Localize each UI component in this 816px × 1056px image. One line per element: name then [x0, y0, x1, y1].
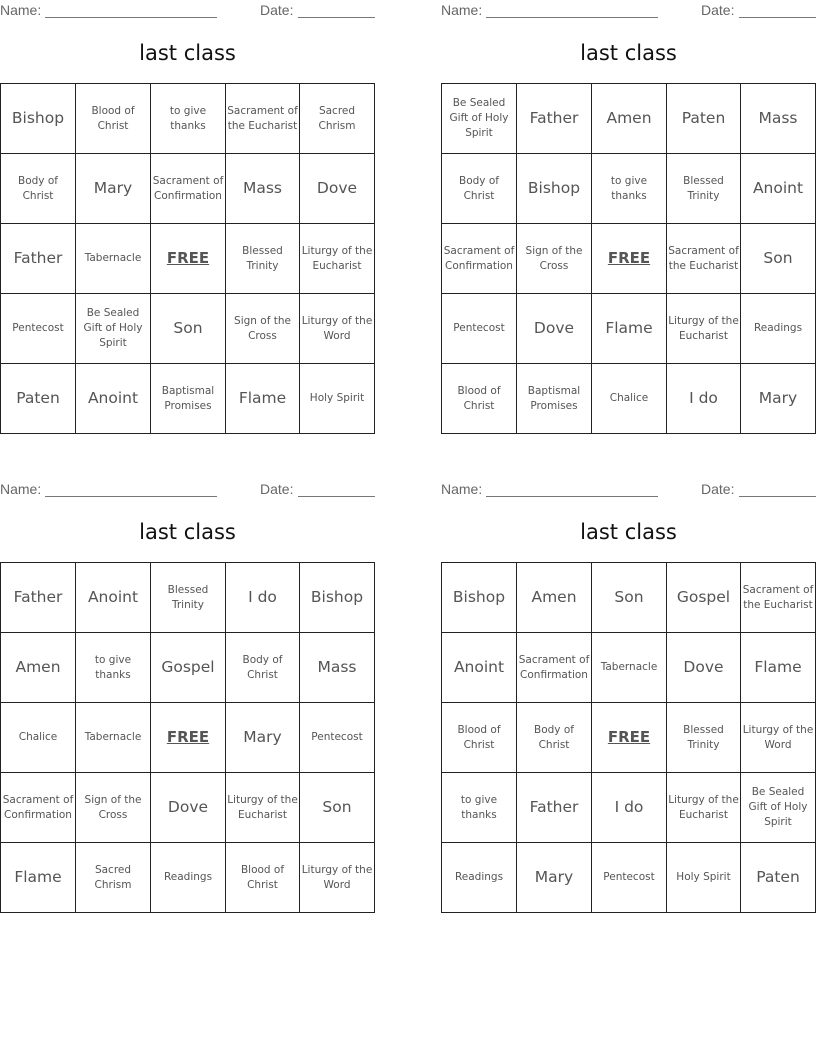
bingo-cell-text: Bishop [452, 587, 506, 606]
bingo-cell-text: Tabernacle [600, 661, 658, 674]
bingo-cell-text: Pentecost [311, 731, 363, 744]
bingo-cell [151, 294, 226, 364]
bingo-cell [226, 294, 300, 364]
bingo-cell-text: Sacrament of Confirmation [2, 793, 74, 821]
bingo-cell [300, 703, 375, 773]
bingo-cell-text: Paten [681, 108, 726, 127]
bingo-cell-text: Anoint [453, 657, 505, 676]
bingo-cell [592, 633, 667, 703]
bingo-cell-text: I do [689, 388, 718, 407]
bingo-cell-text: Mass [317, 657, 357, 676]
bingo-cell-text: Pentecost [12, 322, 64, 335]
bingo-cell [300, 294, 375, 364]
bingo-cell [592, 773, 667, 843]
bingo-cell [442, 633, 517, 703]
bingo-cell [76, 84, 151, 154]
bingo-cell [442, 773, 517, 843]
bingo-cell [226, 364, 300, 434]
bingo-cell-text: Liturgy of the Eucharist [668, 314, 739, 342]
bingo-cell [517, 633, 592, 703]
bingo-cell-text: Blessed Trinity [167, 583, 209, 611]
bingo-cell [226, 843, 300, 913]
bingo-cell-text: Holy Spirit [676, 871, 731, 884]
bingo-cell-text: Mary [243, 727, 282, 746]
bingo-cell-text: Son [322, 797, 352, 816]
name-field-line [486, 496, 658, 497]
card-header [441, 481, 816, 499]
bingo-cell-text: Blood of Christ [457, 723, 501, 751]
bingo-cell-text: Mary [758, 388, 798, 407]
date-label: Date: [701, 2, 735, 18]
bingo-cell [517, 294, 592, 364]
bingo-cell-text: Dove [533, 318, 575, 337]
bingo-cell-text: Blessed Trinity [683, 723, 724, 751]
bingo-cell-text: Sign of the Cross [234, 314, 291, 342]
bingo-cell [151, 364, 226, 434]
bingo-cell-text: Bishop [310, 587, 364, 606]
bingo-cell-text: FREE [607, 728, 651, 746]
bingo-cell-text: Father [13, 248, 63, 267]
bingo-cell-text: to give thanks [169, 104, 207, 132]
bingo-cell [300, 84, 375, 154]
bingo-cell [226, 563, 300, 633]
bingo-cell [667, 843, 741, 913]
free-space-cell [151, 224, 226, 294]
bingo-cell [226, 84, 300, 154]
bingo-cell [226, 773, 300, 843]
bingo-cell [517, 773, 592, 843]
bingo-cell [1, 773, 76, 843]
bingo-cell [1, 703, 76, 773]
bingo-cell-text: Chalice [609, 392, 649, 405]
bingo-card-4 [441, 479, 816, 913]
bingo-cell [1, 633, 76, 703]
bingo-cell [592, 154, 667, 224]
bingo-cell [226, 224, 300, 294]
bingo-cell-text: Liturgy of the Eucharist [668, 793, 739, 821]
bingo-cell-text: Be Sealed Gift of Holy Spirit [83, 307, 143, 349]
bingo-cell [76, 703, 151, 773]
card-title: last class [580, 41, 677, 65]
bingo-cell-text: Liturgy of the Eucharist [227, 793, 298, 821]
bingo-cell [667, 364, 741, 434]
bingo-card-3 [0, 479, 375, 913]
bingo-cell-text: Readings [454, 871, 504, 884]
bingo-cell [1, 843, 76, 913]
bingo-cell-text: Liturgy of the Word [301, 314, 373, 342]
bingo-cell-text: Dove [316, 178, 358, 197]
bingo-cell [667, 633, 741, 703]
bingo-cell [517, 224, 592, 294]
bingo-cell-text: Son [173, 318, 203, 337]
bingo-cell-text: Amen [606, 108, 652, 127]
bingo-cell [667, 703, 741, 773]
bingo-cell [741, 633, 816, 703]
bingo-cell-text: to give thanks [94, 653, 132, 681]
bingo-cell-text: I do [248, 587, 277, 606]
card-header [0, 2, 375, 20]
card-title: last class [139, 520, 236, 544]
bingo-cell-text: Father [529, 108, 579, 127]
free-space-cell [151, 703, 226, 773]
bingo-cell [667, 294, 741, 364]
bingo-cell-text: Baptismal Promises [527, 384, 581, 412]
bingo-cell [76, 843, 151, 913]
free-space-cell [592, 224, 667, 294]
bingo-cell-text: Pentecost [603, 871, 655, 884]
bingo-cell-text: to give thanks [610, 174, 648, 202]
bingo-cell-text: FREE [166, 249, 210, 267]
bingo-cell-text: Sacrament of the Eucharist [668, 244, 739, 272]
bingo-cell-text: Liturgy of the Eucharist [301, 244, 373, 272]
bingo-cell-text: Sacrament of the Eucharist [227, 104, 298, 132]
bingo-cell [1, 154, 76, 224]
bingo-cell-text: Mass [242, 178, 283, 197]
name-field-line [486, 17, 658, 18]
bingo-card-2 [441, 0, 816, 434]
bingo-cell-text: Readings [753, 322, 803, 335]
bingo-cell-text: Liturgy of the Word [301, 863, 373, 891]
bingo-cell-text: Liturgy of the Word [742, 723, 814, 751]
bingo-cell-text: Holy Spirit [309, 392, 365, 405]
bingo-cell [442, 843, 517, 913]
bingo-cell-text: Gospel [161, 657, 215, 676]
bingo-cell-text: I do [614, 797, 644, 816]
date-field-line [739, 17, 816, 18]
bingo-cell-text: Sacred Chrism [318, 104, 356, 132]
bingo-cell-text: Pentecost [453, 322, 505, 335]
bingo-grid [441, 562, 816, 913]
bingo-cell-text: Blood of Christ [91, 104, 135, 132]
bingo-cell [300, 843, 375, 913]
bingo-cell-text: Father [13, 587, 63, 606]
bingo-cell [226, 154, 300, 224]
bingo-cell [741, 84, 816, 154]
bingo-cell [667, 563, 741, 633]
bingo-cell-text: Body of Christ [242, 653, 283, 681]
bingo-cell [442, 224, 517, 294]
bingo-cell-text: Flame [605, 318, 653, 337]
bingo-cell-text: Paten [16, 388, 60, 407]
bingo-grid [0, 83, 375, 434]
bingo-cell [1, 563, 76, 633]
bingo-cell [76, 364, 151, 434]
card-header [0, 481, 375, 499]
bingo-cell [300, 154, 375, 224]
name-field-line [45, 17, 217, 18]
bingo-cell [76, 773, 151, 843]
date-field-line [739, 496, 816, 497]
date-field-line [298, 496, 375, 497]
card-title: last class [139, 41, 236, 65]
bingo-cell [517, 364, 592, 434]
bingo-cell-text: Blessed Trinity [683, 174, 724, 202]
bingo-cell [741, 703, 816, 773]
bingo-cell-text: Sacrament of the Eucharist [742, 583, 814, 611]
bingo-cell [76, 294, 151, 364]
bingo-cell [1, 364, 76, 434]
bingo-cell [442, 364, 517, 434]
bingo-cell-text: Son [614, 587, 644, 606]
bingo-cell-text: Mary [534, 867, 574, 886]
bingo-cell [741, 154, 816, 224]
date-label: Date: [260, 2, 294, 18]
bingo-cell [76, 154, 151, 224]
bingo-grid [441, 83, 816, 434]
bingo-cell [300, 633, 375, 703]
bingo-cell [300, 563, 375, 633]
date-label: Date: [701, 481, 735, 497]
bingo-cell-text: Sign of the Cross [525, 244, 583, 272]
bingo-cell-text: Amen [531, 587, 577, 606]
bingo-cell [76, 563, 151, 633]
bingo-cell [667, 154, 741, 224]
bingo-cell-text: to give thanks [460, 793, 498, 821]
bingo-cell-text: Bishop [11, 108, 65, 127]
bingo-cell [442, 294, 517, 364]
bingo-cell [151, 843, 226, 913]
bingo-cell-text: Sacrament of Confirmation [152, 174, 224, 202]
bingo-cell [76, 633, 151, 703]
bingo-cell-text: Blessed Trinity [242, 244, 283, 272]
bingo-cell-text: Mass [758, 108, 798, 127]
bingo-card-1 [0, 0, 375, 434]
bingo-cell-text: Sacrament of Confirmation [518, 653, 590, 681]
bingo-cell [741, 294, 816, 364]
bingo-cell-text: Flame [754, 657, 802, 676]
name-label: Name: [441, 2, 483, 18]
bingo-cell [667, 773, 741, 843]
bingo-cell-text: Flame [14, 867, 62, 886]
card-title: last class [580, 520, 677, 544]
bingo-cell [300, 773, 375, 843]
free-space-cell [592, 703, 667, 773]
bingo-cell-text: Dove [683, 657, 724, 676]
bingo-cell-text: Blood of Christ [457, 384, 501, 412]
bingo-cell [592, 294, 667, 364]
bingo-cell-text: Son [763, 248, 793, 267]
bingo-cell [442, 154, 517, 224]
bingo-cell [442, 703, 517, 773]
bingo-cell [151, 154, 226, 224]
name-field-line [45, 496, 217, 497]
card-header [441, 2, 816, 20]
bingo-cell-text: Body of Christ [459, 174, 499, 202]
bingo-cell [442, 84, 517, 154]
bingo-cell [741, 224, 816, 294]
bingo-cell [300, 224, 375, 294]
bingo-cell-text: Baptismal Promises [161, 384, 215, 412]
bingo-cell [442, 563, 517, 633]
bingo-cell-text: Chalice [18, 731, 58, 744]
bingo-cell [741, 773, 816, 843]
bingo-cell-text: Flame [238, 388, 287, 407]
bingo-cell [517, 154, 592, 224]
bingo-cell-text: Body of Christ [18, 174, 58, 202]
bingo-cell-text: Tabernacle [84, 252, 142, 265]
bingo-cell [667, 224, 741, 294]
bingo-cell [741, 364, 816, 434]
bingo-cell [1, 294, 76, 364]
bingo-cell-text: Gospel [676, 587, 731, 606]
bingo-cell-text: Readings [163, 871, 213, 884]
bingo-cell [592, 843, 667, 913]
bingo-cell-text: Be Sealed Gift of Holy Spirit [449, 97, 509, 139]
bingo-cell-text: Blood of Christ [240, 863, 285, 891]
bingo-cell-text: Paten [756, 867, 800, 886]
bingo-cell [592, 364, 667, 434]
bingo-cell [517, 84, 592, 154]
bingo-cell [151, 563, 226, 633]
bingo-cell [741, 563, 816, 633]
bingo-cell [667, 84, 741, 154]
bingo-cell-text: Sacred Chrism [94, 863, 132, 891]
bingo-cell-text: Tabernacle [84, 731, 142, 744]
bingo-cell-text: Dove [167, 797, 209, 816]
bingo-cell [151, 84, 226, 154]
name-label: Name: [0, 2, 42, 18]
bingo-cell [517, 703, 592, 773]
bingo-cell [151, 633, 226, 703]
bingo-cell [300, 364, 375, 434]
bingo-cell [517, 563, 592, 633]
bingo-cell-text: FREE [607, 249, 651, 267]
bingo-cell-text: FREE [166, 728, 210, 746]
bingo-cell [1, 224, 76, 294]
bingo-cell-text: Sacrament of Confirmation [443, 244, 515, 272]
bingo-cell [1, 84, 76, 154]
bingo-cell-text: Bishop [527, 178, 581, 197]
bingo-cell [741, 843, 816, 913]
bingo-cell-text: Anoint [752, 178, 804, 197]
bingo-cell-text: Body of Christ [534, 723, 574, 751]
bingo-cell [226, 703, 300, 773]
bingo-cell-text: Anoint [87, 587, 139, 606]
bingo-cell-text: Amen [15, 657, 61, 676]
name-label: Name: [441, 481, 483, 497]
bingo-cell-text: Be Sealed Gift of Holy Spirit [748, 786, 808, 828]
date-field-line [298, 17, 375, 18]
bingo-cell [151, 773, 226, 843]
bingo-cell [226, 633, 300, 703]
bingo-cell-text: Anoint [87, 388, 139, 407]
bingo-cell-text: Sign of the Cross [84, 793, 142, 821]
bingo-cell-text: Father [529, 797, 579, 816]
bingo-cell-text: Mary [93, 178, 133, 197]
name-label: Name: [0, 481, 42, 497]
bingo-grid [0, 562, 375, 913]
bingo-cell [592, 563, 667, 633]
bingo-cell [592, 84, 667, 154]
date-label: Date: [260, 481, 294, 497]
bingo-cell [517, 843, 592, 913]
bingo-cell [76, 224, 151, 294]
